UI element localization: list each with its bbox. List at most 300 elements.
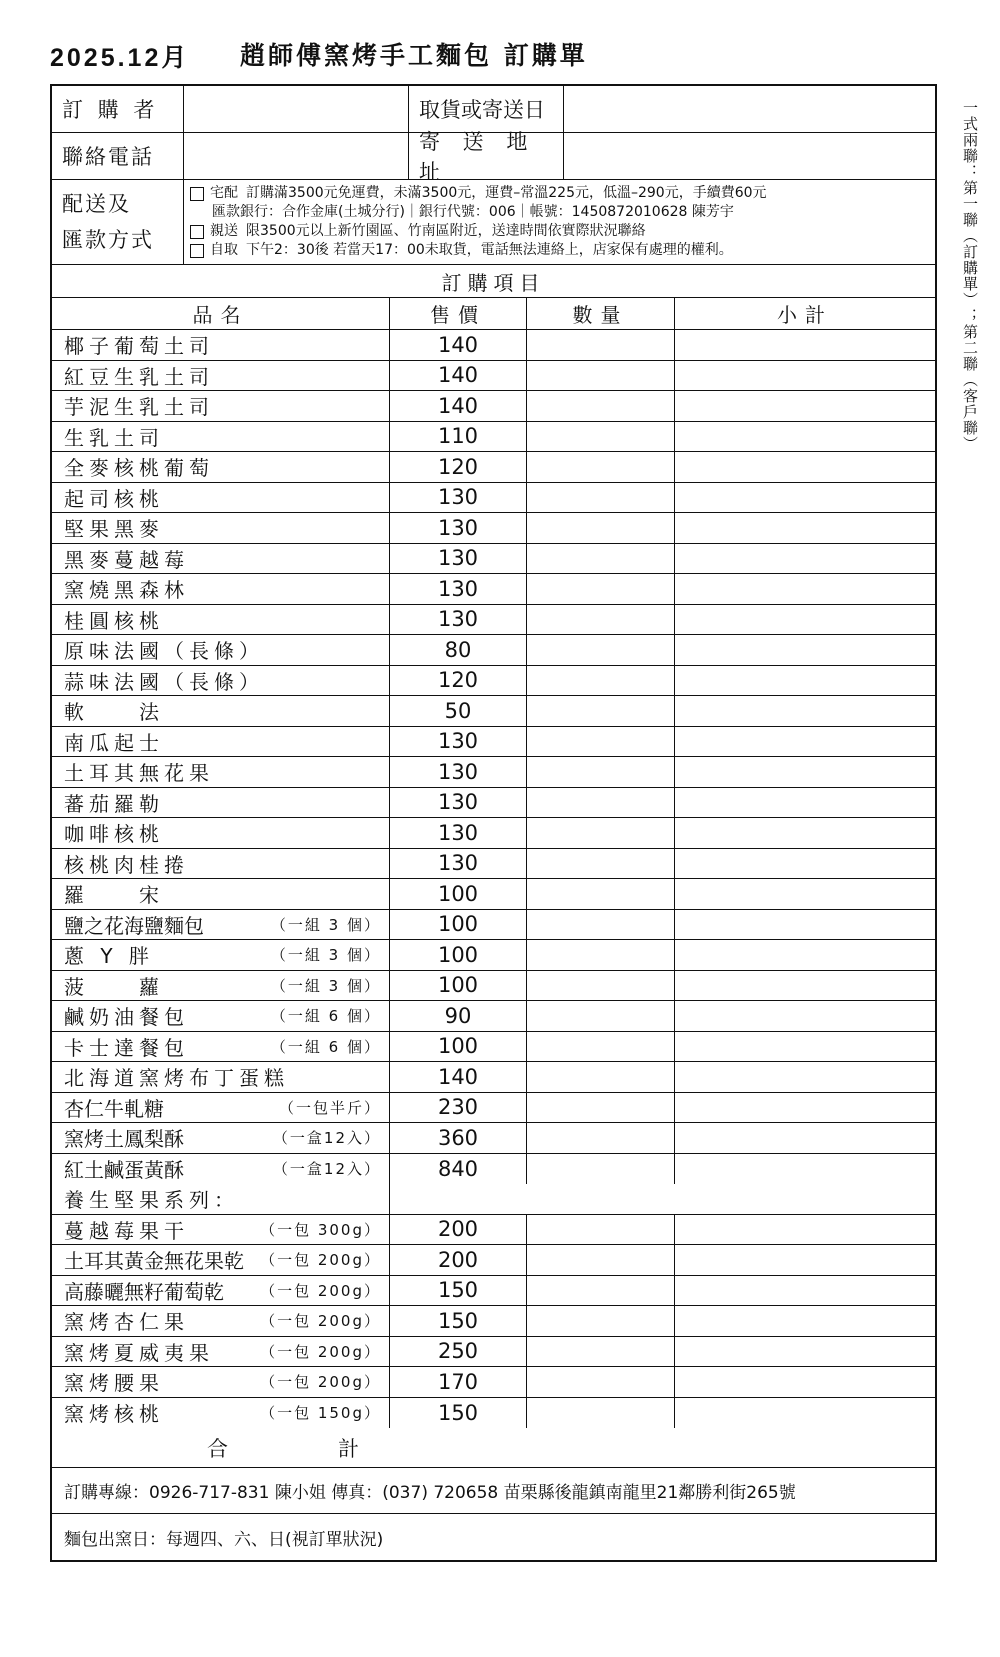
- item-price: 100: [437, 912, 479, 937]
- item-name: 窯烤核桃: [64, 1402, 164, 1427]
- item-subtotal-field[interactable]: [675, 849, 935, 879]
- item-name: 原味法國（長條）: [64, 639, 264, 664]
- table-row: [52, 1398, 935, 1429]
- item-price-cell: [390, 1337, 527, 1367]
- item-qty-field[interactable]: [527, 361, 675, 391]
- item-subtotal-field[interactable]: [675, 910, 935, 940]
- item-price-cell: [390, 483, 527, 513]
- item-subtotal-field[interactable]: [675, 1337, 935, 1367]
- item-unit: （一包半斤）: [278, 1098, 381, 1117]
- item-price: 130: [437, 607, 479, 632]
- item-name: 核桃肉桂捲: [64, 852, 189, 877]
- item-price: 230: [437, 1095, 479, 1120]
- table-row: [52, 330, 935, 361]
- item-unit: （一包 200g）: [260, 1251, 381, 1270]
- item-name: 桂圓核桃: [64, 608, 164, 633]
- table-row: [52, 1306, 935, 1337]
- item-subtotal-field[interactable]: [675, 544, 935, 574]
- item-subtotal-field[interactable]: [675, 818, 935, 848]
- item-name: 鹹奶油餐包: [64, 1005, 189, 1030]
- item-price: 150: [437, 1278, 479, 1303]
- item-name-cell: [52, 1398, 390, 1429]
- item-price: 170: [437, 1369, 479, 1394]
- option-title: 宅配: [210, 185, 238, 201]
- item-subtotal-field[interactable]: [675, 940, 935, 970]
- table-row: [52, 940, 935, 971]
- table-row: [52, 422, 935, 453]
- table-row: [52, 452, 935, 483]
- item-name-cell: [52, 1093, 390, 1123]
- item-name: 軟 法: [64, 700, 164, 725]
- item-price-cell: [390, 696, 527, 726]
- item-qty-field[interactable]: [527, 940, 675, 970]
- item-subtotal-field[interactable]: [675, 483, 935, 513]
- item-subtotal-field[interactable]: [675, 727, 935, 757]
- item-name: 高藤曬無籽葡萄乾: [64, 1279, 224, 1304]
- col-header-qty: 數量: [527, 298, 675, 329]
- item-name-cell: [52, 391, 390, 421]
- item-subtotal-field[interactable]: [675, 1398, 935, 1429]
- item-unit: （一組 3 個）: [270, 915, 381, 934]
- item-name: 紅豆生乳土司: [64, 364, 214, 389]
- table-row: [52, 879, 935, 910]
- delivery-label: [52, 180, 184, 264]
- item-qty-field[interactable]: [527, 971, 675, 1001]
- section-title-row: [52, 265, 935, 298]
- delivery-options: [184, 180, 935, 264]
- item-price: 120: [437, 668, 479, 693]
- table-row: [52, 1093, 935, 1124]
- item-qty-field[interactable]: [527, 1001, 675, 1031]
- item-qty-field[interactable]: [527, 1276, 675, 1306]
- item-qty-field[interactable]: [527, 1062, 675, 1092]
- item-price: 110: [437, 424, 479, 449]
- item-price: 100: [437, 881, 479, 906]
- item-unit: （一包 150g）: [260, 1404, 381, 1423]
- table-row: [52, 1001, 935, 1032]
- item-price: 130: [437, 729, 479, 754]
- item-price: 140: [437, 363, 479, 388]
- item-price-cell: [390, 1123, 527, 1153]
- item-price-cell: [390, 574, 527, 604]
- item-unit: （一包 200g）: [260, 1281, 381, 1300]
- item-price-cell: [390, 391, 527, 421]
- item-subtotal-field[interactable]: [675, 1367, 935, 1397]
- item-price: 840: [437, 1156, 479, 1181]
- item-price-cell: [390, 361, 527, 391]
- item-unit: （一組 3 個）: [270, 946, 381, 965]
- table-row: [52, 1032, 935, 1063]
- item-qty-field[interactable]: [527, 1398, 675, 1429]
- col-header-price: 售價: [390, 298, 527, 329]
- item-qty-field[interactable]: [527, 1337, 675, 1367]
- option-home-delivery[interactable]: [190, 184, 767, 203]
- item-price-cell: [390, 818, 527, 848]
- table-header: [52, 298, 935, 330]
- item-price-cell: [390, 1032, 527, 1062]
- item-qty-field[interactable]: [527, 1367, 675, 1397]
- delivery-label-line2: 匯款方式: [62, 228, 154, 252]
- item-price: 140: [437, 1064, 479, 1089]
- item-name: 南瓜起士: [64, 730, 164, 755]
- item-price-cell: [390, 452, 527, 482]
- item-name-cell: [52, 757, 390, 787]
- item-price: 130: [437, 790, 479, 815]
- item-subtotal-field[interactable]: [675, 330, 935, 360]
- table-row: [52, 605, 935, 636]
- item-name: 窯烤腰果: [64, 1371, 164, 1396]
- table-row: [52, 635, 935, 666]
- item-qty-field[interactable]: [527, 818, 675, 848]
- item-price: 150: [437, 1400, 479, 1425]
- table-row: [52, 391, 935, 422]
- item-subtotal-field[interactable]: [675, 1306, 935, 1336]
- item-price: 130: [437, 851, 479, 876]
- item-name-cell: [52, 849, 390, 879]
- home-delivery-checkbox[interactable]: [190, 187, 204, 201]
- order-month: 2025.12月: [50, 44, 190, 72]
- contact-info: 訂購專線：0926-717-831 陳小姐 傳真：(037) 720658 苗栗縣後龍鎮南龍里21鄰勝利街265號: [64, 1483, 796, 1503]
- item-price-cell: [390, 330, 527, 360]
- item-qty-field[interactable]: [527, 483, 675, 513]
- item-name-cell: [52, 1215, 390, 1245]
- item-qty-field[interactable]: [527, 1215, 675, 1245]
- item-price: 130: [437, 546, 479, 571]
- item-unit: （一盒12入）: [272, 1129, 381, 1148]
- table-row: [52, 1215, 935, 1246]
- item-subtotal-field[interactable]: [675, 1215, 935, 1245]
- item-name: 蕃茄羅勒: [64, 791, 164, 816]
- section-title: 訂購項目: [441, 270, 546, 295]
- item-name: 堅果黑麥: [64, 517, 164, 542]
- item-price-cell: [390, 666, 527, 696]
- item-qty-field[interactable]: [527, 544, 675, 574]
- item-price-cell: [390, 971, 527, 1001]
- table-row: [52, 1154, 935, 1185]
- item-name: 窯烤夏威夷果: [64, 1340, 214, 1365]
- item-name: 蔥 Y 胖: [64, 944, 154, 969]
- item-price-cell: [390, 1398, 527, 1429]
- copy-note: 一式兩聯：第一聯（訂購單）；第二聯（客戶聯）: [961, 100, 979, 452]
- item-subtotal-field[interactable]: [675, 1276, 935, 1306]
- item-price: 150: [437, 1308, 479, 1333]
- item-qty-field[interactable]: [527, 574, 675, 604]
- item-name-cell: [52, 513, 390, 543]
- item-price-cell: [390, 727, 527, 757]
- delivery-label-line1: 配送及: [62, 192, 131, 216]
- item-price: 130: [437, 759, 479, 784]
- table-row: [52, 544, 935, 575]
- item-price: 250: [437, 1339, 479, 1364]
- table-row: [52, 361, 935, 392]
- option-text: 下午2：30後 若當天17：00未取貨，電話無法連絡上，店家保有處理的權利。: [246, 242, 733, 258]
- phone-row: [52, 130, 935, 184]
- item-name: 芋泥生乳土司: [64, 395, 214, 420]
- item-price-cell: [390, 940, 527, 970]
- option-personal-delivery[interactable]: [190, 222, 646, 241]
- item-price-cell: [390, 635, 527, 665]
- item-name-cell: [52, 1245, 390, 1275]
- item-name-cell: [52, 361, 390, 391]
- item-price-cell: [390, 605, 527, 635]
- total-label: [52, 1428, 935, 1467]
- item-price: 80: [444, 637, 472, 662]
- item-qty-field[interactable]: [527, 727, 675, 757]
- item-price: 120: [437, 454, 479, 479]
- table-row: [52, 757, 935, 788]
- item-subtotal-field[interactable]: [675, 361, 935, 391]
- item-qty-field[interactable]: [527, 1032, 675, 1062]
- item-price: 360: [437, 1125, 479, 1150]
- item-name-cell: [52, 1276, 390, 1306]
- item-price-cell: [390, 422, 527, 452]
- item-name: 椰子葡萄土司: [64, 334, 214, 359]
- item-subtotal-field[interactable]: [675, 788, 935, 818]
- item-subtotal-field[interactable]: [675, 666, 935, 696]
- title-month-wrap: [50, 36, 189, 76]
- item-price: 50: [444, 698, 472, 723]
- item-subtotal-field[interactable]: [675, 1154, 935, 1185]
- item-qty-field[interactable]: [527, 1093, 675, 1123]
- orderer-label: 訂 購 者: [52, 86, 184, 132]
- pickup-date-label: 取貨或寄送日: [409, 86, 564, 132]
- item-qty-field[interactable]: [527, 330, 675, 360]
- item-unit: （一組 3 個）: [270, 976, 381, 995]
- item-qty-field[interactable]: [527, 696, 675, 726]
- item-name-cell: [52, 605, 390, 635]
- item-subtotal-field[interactable]: [675, 574, 935, 604]
- item-name: 咖啡核桃: [64, 822, 164, 847]
- item-subtotal-field[interactable]: [675, 971, 935, 1001]
- item-price-cell: [390, 513, 527, 543]
- total-label-a: 合: [207, 1436, 228, 1461]
- item-name: 羅 宋: [64, 883, 164, 908]
- option-self-pickup[interactable]: [190, 241, 733, 260]
- item-price-cell: [390, 1001, 527, 1031]
- item-subtotal-field[interactable]: [675, 696, 935, 726]
- items-list: [52, 330, 935, 1184]
- nut-series-label: 養生堅果系列：: [52, 1184, 390, 1214]
- item-price-cell: [390, 849, 527, 879]
- item-qty-field[interactable]: [527, 910, 675, 940]
- item-name-cell: [52, 1367, 390, 1397]
- item-name: 全麥核桃葡萄: [64, 456, 214, 481]
- item-name-cell: [52, 1001, 390, 1031]
- item-name: 黑麥蔓越莓: [64, 547, 189, 572]
- bake-days-row: [52, 1514, 935, 1560]
- item-name-cell: [52, 330, 390, 360]
- table-row: [52, 696, 935, 727]
- item-qty-field[interactable]: [527, 1245, 675, 1275]
- item-subtotal-field[interactable]: [675, 1245, 935, 1275]
- item-name-cell: [52, 422, 390, 452]
- item-name: 北海道窯烤布丁蛋糕: [64, 1066, 289, 1091]
- item-qty-field[interactable]: [527, 391, 675, 421]
- item-name-cell: [52, 1062, 390, 1092]
- item-name-cell: [52, 1032, 390, 1062]
- item-name: 紅土鹹蛋黃酥: [64, 1158, 184, 1183]
- total-row: [52, 1428, 935, 1468]
- item-subtotal-field[interactable]: [675, 452, 935, 482]
- item-unit: （一包 300g）: [260, 1220, 381, 1239]
- item-name: 生乳土司: [64, 425, 164, 450]
- item-unit: （一包 200g）: [260, 1342, 381, 1361]
- item-price: 130: [437, 515, 479, 540]
- item-subtotal-field[interactable]: [675, 757, 935, 787]
- item-price-cell: [390, 1215, 527, 1245]
- item-price: 90: [444, 1003, 472, 1028]
- item-name: 杏仁牛軋糖: [64, 1096, 164, 1121]
- delivery-row: [52, 180, 935, 265]
- phone-label: 聯絡電話: [52, 133, 184, 179]
- item-price-cell: [390, 757, 527, 787]
- item-price-cell: [390, 1306, 527, 1336]
- table-row: [52, 1276, 935, 1307]
- item-qty-field[interactable]: [527, 757, 675, 787]
- item-name: 土耳其黃金無花果乾: [64, 1249, 244, 1274]
- item-price: 200: [437, 1217, 479, 1242]
- item-subtotal-field[interactable]: [675, 1001, 935, 1031]
- item-name-cell: [52, 666, 390, 696]
- item-name: 窯烤土鳳梨酥: [64, 1127, 184, 1152]
- item-price-cell: [390, 1154, 527, 1185]
- item-subtotal-field[interactable]: [675, 1062, 935, 1092]
- item-qty-field[interactable]: [527, 422, 675, 452]
- item-subtotal-field[interactable]: [675, 605, 935, 635]
- item-qty-field[interactable]: [527, 635, 675, 665]
- table-row: [52, 1062, 935, 1093]
- item-qty-field[interactable]: [527, 605, 675, 635]
- item-price: 130: [437, 820, 479, 845]
- item-price-cell: [390, 1062, 527, 1092]
- item-price-cell: [390, 910, 527, 940]
- item-subtotal-field[interactable]: [675, 635, 935, 665]
- table-row: [52, 910, 935, 941]
- item-unit: （一包 200g）: [260, 1373, 381, 1392]
- table-row: [52, 1367, 935, 1398]
- item-price: 100: [437, 1034, 479, 1059]
- option-title: 自取: [210, 242, 238, 258]
- self-pickup-checkbox[interactable]: [190, 244, 204, 258]
- item-name-cell: [52, 788, 390, 818]
- item-qty-field[interactable]: [527, 1123, 675, 1153]
- table-row: [52, 574, 935, 605]
- nut-items-list: [52, 1215, 935, 1429]
- item-subtotal-field[interactable]: [675, 879, 935, 909]
- item-name-cell: [52, 452, 390, 482]
- item-qty-field[interactable]: [527, 1154, 675, 1185]
- item-name-cell: [52, 1337, 390, 1367]
- table-row: [52, 666, 935, 697]
- address-label: 寄 送 地 址: [409, 133, 564, 179]
- table-row: [52, 1337, 935, 1368]
- page-title: 趙師傅窯烤手工麵包 訂購單: [240, 41, 588, 70]
- item-name-cell: [52, 910, 390, 940]
- bake-days: 麵包出窯日：每週四、六、日(視訂單狀況): [64, 1529, 384, 1550]
- table-row: [52, 1123, 935, 1154]
- item-name-cell: [52, 1154, 390, 1185]
- phone-field[interactable]: [184, 133, 409, 179]
- item-qty-field[interactable]: [527, 788, 675, 818]
- table-row: [52, 818, 935, 849]
- item-name-cell: [52, 483, 390, 513]
- item-unit: （一組 6 個）: [270, 1037, 381, 1056]
- item-name-cell: [52, 574, 390, 604]
- item-price-cell: [390, 1245, 527, 1275]
- table-row: [52, 483, 935, 514]
- item-price-cell: [390, 1093, 527, 1123]
- item-name-cell: [52, 727, 390, 757]
- item-name: 起司核桃: [64, 486, 164, 511]
- item-price-cell: [390, 1367, 527, 1397]
- item-name: 菠 蘿: [64, 974, 164, 999]
- item-name: 土耳其無花果: [64, 761, 214, 786]
- item-name-cell: [52, 1306, 390, 1336]
- nut-series-blank: [390, 1184, 935, 1214]
- item-qty-field[interactable]: [527, 879, 675, 909]
- item-price-cell: [390, 544, 527, 574]
- item-qty-field[interactable]: [527, 513, 675, 543]
- col-header-name: 品名: [52, 298, 390, 329]
- item-name-cell: [52, 818, 390, 848]
- item-price: 130: [437, 485, 479, 510]
- item-subtotal-field[interactable]: [675, 422, 935, 452]
- item-unit: （一組 6 個）: [270, 1007, 381, 1026]
- item-price: 100: [437, 973, 479, 998]
- item-name: 蒜味法國（長條）: [64, 669, 264, 694]
- table-row: [52, 788, 935, 819]
- orderer-field[interactable]: [184, 86, 409, 132]
- item-subtotal-field[interactable]: [675, 513, 935, 543]
- item-subtotal-field[interactable]: [675, 1123, 935, 1153]
- personal-delivery-checkbox[interactable]: [190, 225, 204, 239]
- item-qty-field[interactable]: [527, 666, 675, 696]
- item-subtotal-field[interactable]: [675, 1032, 935, 1062]
- item-price: 130: [437, 576, 479, 601]
- contact-row: [52, 1468, 935, 1514]
- pickup-date-field[interactable]: [564, 86, 935, 132]
- item-name-cell: [52, 696, 390, 726]
- item-name: 鹽之花海鹽麵包: [64, 913, 204, 938]
- item-qty-field[interactable]: [527, 1306, 675, 1336]
- item-name: 蔓越莓果干: [64, 1218, 189, 1243]
- nut-series-row: [52, 1184, 935, 1215]
- item-subtotal-field[interactable]: [675, 391, 935, 421]
- item-price: 140: [437, 332, 479, 357]
- item-price-cell: [390, 1276, 527, 1306]
- item-price: 200: [437, 1247, 479, 1272]
- item-price: 140: [437, 393, 479, 418]
- item-qty-field[interactable]: [527, 849, 675, 879]
- item-name: 窯燒黑森林: [64, 578, 189, 603]
- item-name: 卡士達餐包: [64, 1035, 189, 1060]
- item-price-cell: [390, 788, 527, 818]
- item-name-cell: [52, 544, 390, 574]
- bank-info: 匯款銀行：合作金庫(土城分行)｜銀行代號：006｜帳號：1450872010628 陳芳宇: [212, 204, 734, 220]
- item-unit: （一包 200g）: [260, 1312, 381, 1331]
- table-row: [52, 1245, 935, 1276]
- address-field[interactable]: [564, 133, 935, 179]
- item-qty-field[interactable]: [527, 452, 675, 482]
- item-name-cell: [52, 635, 390, 665]
- item-unit: （一盒12入）: [272, 1160, 381, 1179]
- item-name-cell: [52, 940, 390, 970]
- item-price-cell: [390, 879, 527, 909]
- item-name-cell: [52, 971, 390, 1001]
- table-row: [52, 513, 935, 544]
- option-text: 訂購滿3500元免運費，未滿3500元，運費–常溫225元，低溫–290元，手續費60元: [246, 185, 767, 201]
- item-subtotal-field[interactable]: [675, 1093, 935, 1123]
